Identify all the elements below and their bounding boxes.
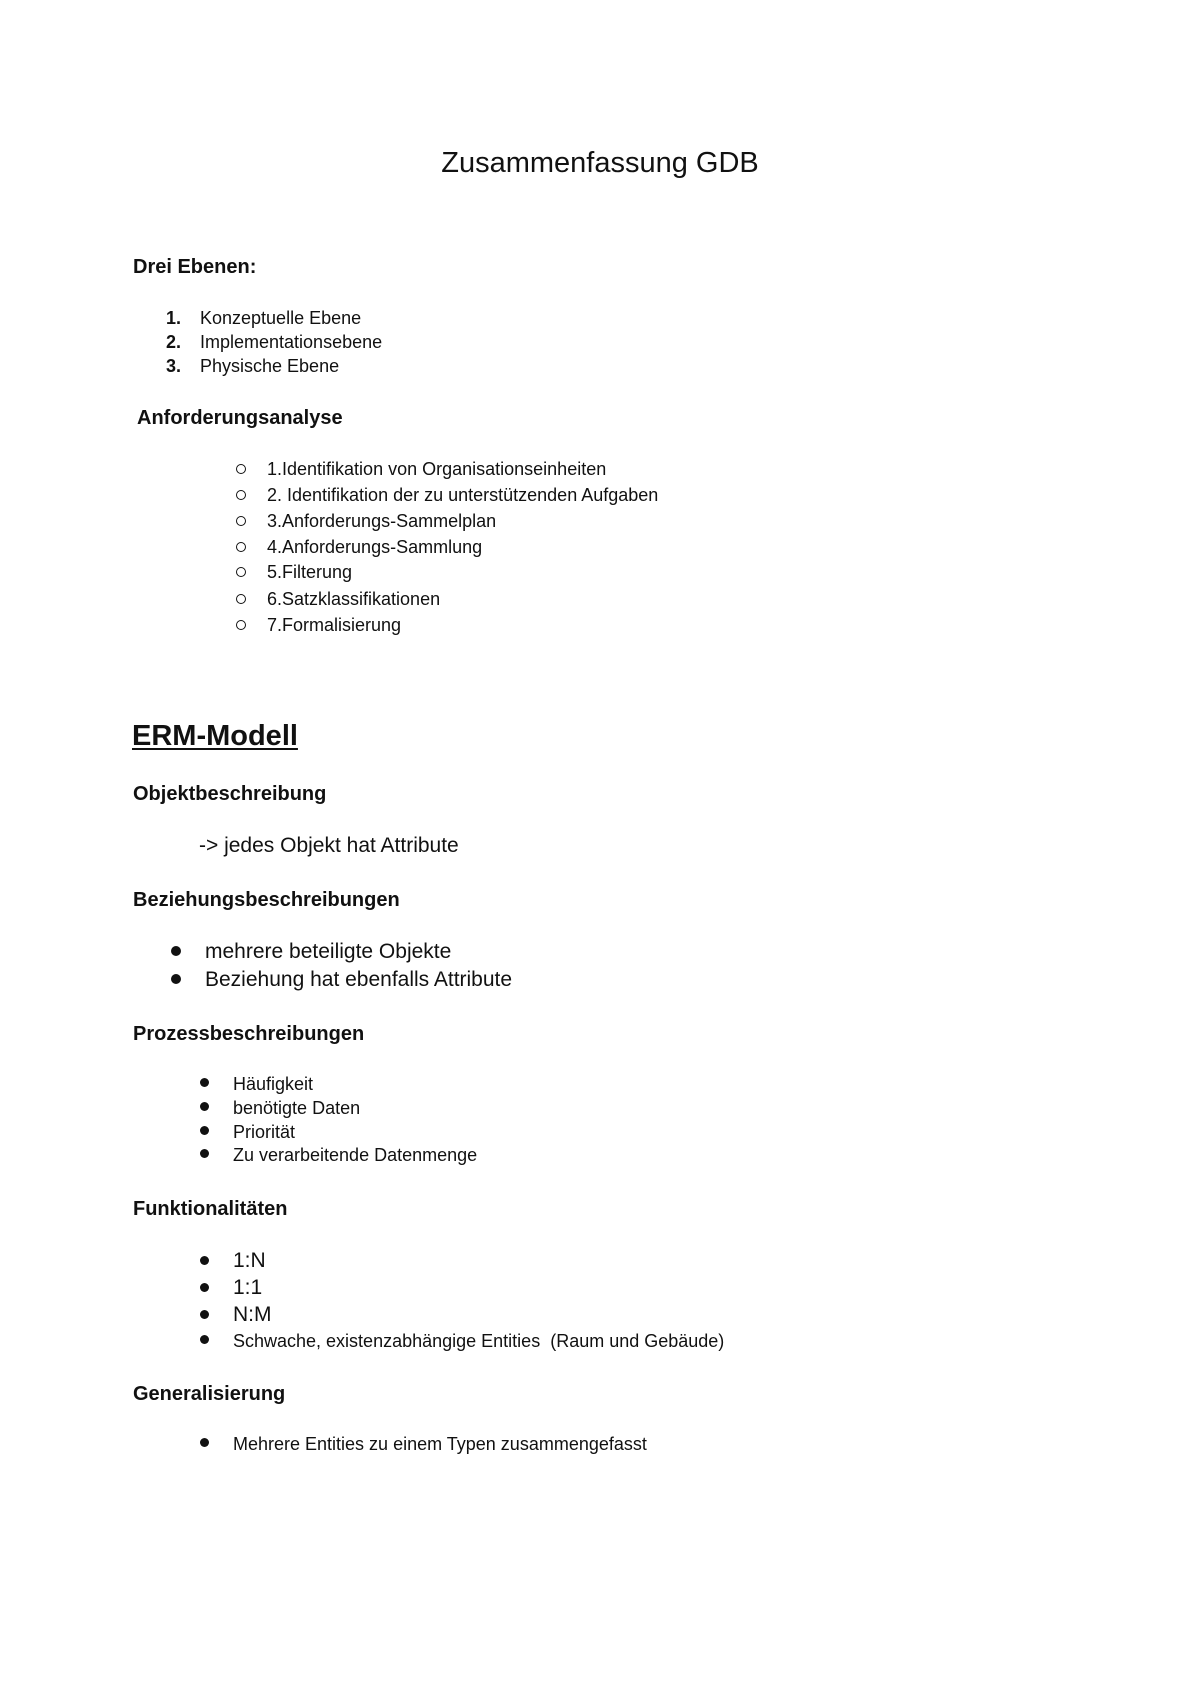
circle-bullet-icon	[236, 542, 246, 552]
bullet-icon	[200, 1335, 209, 1344]
bullet-icon	[200, 1256, 209, 1265]
list-item: 5.Filterung	[267, 562, 353, 582]
list-item: Häufigkeit	[233, 1074, 314, 1094]
subsection-heading-objektbeschreibung: Objektbeschreibung	[133, 783, 327, 805]
subsection-heading-beziehungsbeschreibungen: Beziehungsbeschreibungen	[133, 889, 400, 911]
objekt-note: -> jedes Objekt hat Attribute	[199, 834, 459, 857]
section-heading-drei-ebenen: Drei Ebenen:	[133, 256, 257, 278]
list-item: 6.Satzklassifikationen	[267, 589, 441, 609]
list-item: Physische Ebene	[200, 356, 340, 376]
circle-bullet-icon	[236, 594, 246, 604]
bullet-icon	[200, 1149, 209, 1158]
list-item: 3.Anforderungs-Sammelplan	[267, 511, 497, 531]
bullet-icon	[200, 1310, 209, 1319]
list-item: Mehrere Entities zu einem Typen zusammengefasst	[233, 1434, 647, 1454]
list-item: 2. Identifikation der zu unterstützenden Aufgaben	[267, 485, 659, 505]
list-item: 1:1	[233, 1276, 263, 1299]
subsection-heading-prozessbeschreibungen: Prozessbeschreibungen	[133, 1023, 365, 1045]
circle-bullet-icon	[236, 516, 246, 526]
list-number: 1.	[166, 308, 182, 328]
section-heading-anforderungsanalyse: Anforderungsanalyse	[137, 407, 343, 429]
list-item: Schwache, existenzabhängige Entities (Raum und Gebäude)	[233, 1331, 725, 1351]
subsection-heading-funktionalitaeten: Funktionalitäten	[133, 1198, 288, 1220]
circle-bullet-icon	[236, 620, 246, 630]
bullet-icon	[171, 946, 181, 956]
subsection-heading-generalisierung: Generalisierung	[133, 1383, 286, 1405]
list-item: N:M	[233, 1303, 272, 1326]
list-item: Implementationsebene	[200, 332, 383, 352]
list-item: Konzeptuelle Ebene	[200, 308, 362, 328]
list-item: Priorität	[233, 1122, 296, 1142]
list-item: 7.Formalisierung	[267, 615, 402, 635]
bullet-icon	[200, 1102, 209, 1111]
circle-bullet-icon	[236, 464, 246, 474]
list-item: Beziehung hat ebenfalls Attribute	[205, 968, 513, 991]
bullet-icon	[171, 974, 181, 984]
bullet-icon	[200, 1126, 209, 1135]
circle-bullet-icon	[236, 490, 246, 500]
page-title: Zusammenfassung GDB	[441, 147, 759, 179]
circle-bullet-icon	[236, 567, 246, 577]
list-item: mehrere beteiligte Objekte	[205, 940, 452, 963]
list-item: 4.Anforderungs-Sammlung	[267, 537, 483, 557]
list-number: 2.	[166, 332, 182, 352]
list-item: 1:N	[233, 1249, 266, 1272]
bullet-icon	[200, 1438, 209, 1447]
list-item: 1.Identifikation von Organisationseinheiten	[267, 459, 607, 479]
list-item: benötigte Daten	[233, 1098, 361, 1118]
bullet-icon	[200, 1078, 209, 1087]
list-item: Zu verarbeitende Datenmenge	[233, 1145, 478, 1165]
list-number: 3.	[166, 356, 182, 376]
section-heading-erm-modell: ERM-Modell	[132, 720, 298, 752]
bullet-icon	[200, 1283, 209, 1292]
